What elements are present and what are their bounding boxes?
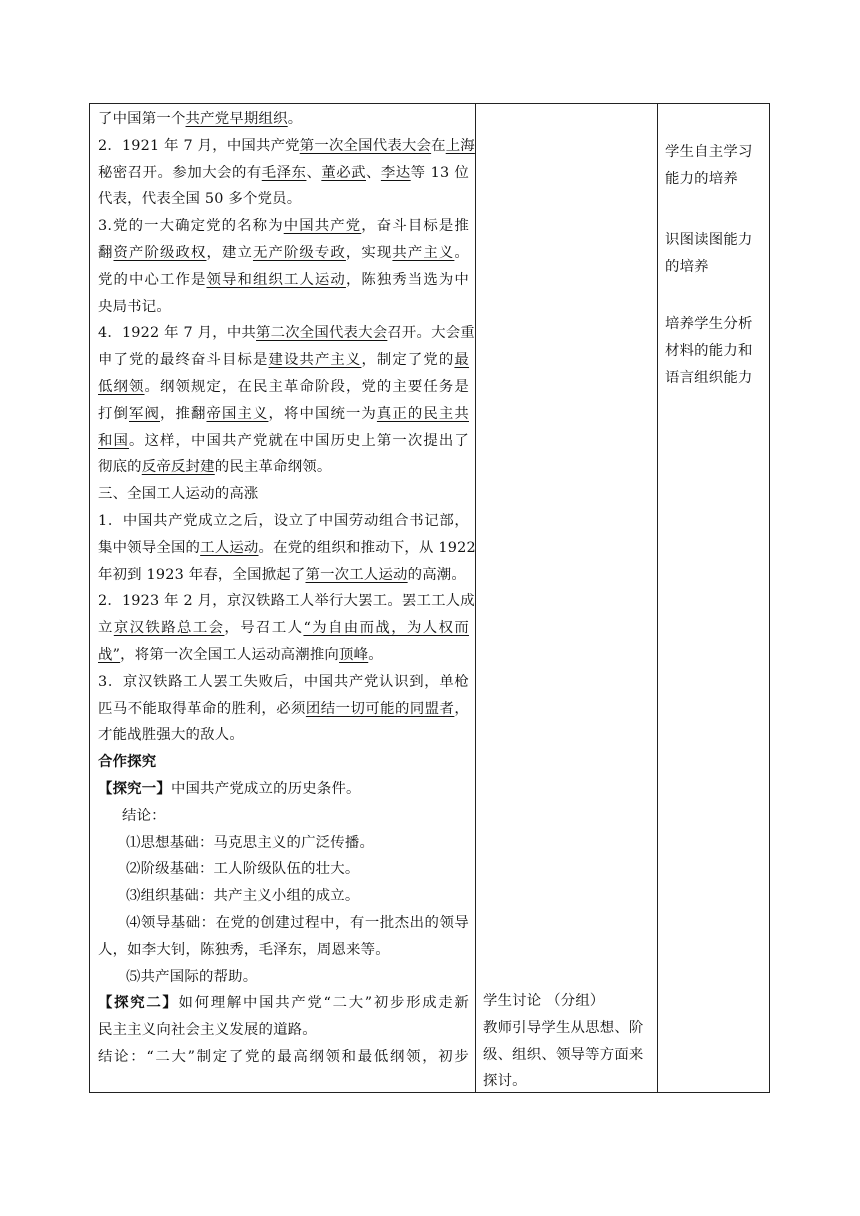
goal-line: 材料的能力和 [665, 342, 753, 359]
text-run: 结论： [122, 807, 166, 824]
key-term: 资产阶级政权 [113, 244, 207, 261]
text-run: ，奋斗目标是推 [361, 218, 469, 235]
text-run: 。 [368, 646, 383, 663]
key-term: 和国 [98, 432, 129, 449]
content-line [98, 615, 469, 642]
text-run: 彻底的 [98, 459, 142, 476]
text-run: 3．京汉铁路工人罢工失败后，中国共产党认识到，单枪 [98, 673, 469, 690]
content-line [98, 240, 469, 267]
key-term: 董必武 [321, 164, 366, 181]
text-run: 3.党的一大确定党的名称为 [98, 218, 284, 235]
content-line [98, 106, 469, 133]
text-run: 召开。大会重 [387, 325, 475, 342]
content-line [98, 428, 469, 455]
text-run: ， [454, 700, 469, 717]
key-term: 第二次全国代表大会 [256, 325, 388, 342]
content-line [98, 562, 469, 589]
content-line [98, 856, 469, 883]
content-line [98, 160, 469, 187]
content-line [98, 803, 469, 830]
text-run: ，陈独秀当选为中 [345, 271, 469, 288]
key-term: 反帝反封建 [141, 459, 215, 476]
text-run: ，实现 [345, 244, 393, 261]
text-run: ，号召工人 [224, 620, 304, 637]
content-line [98, 1044, 469, 1071]
text-run: 代表，代表全国 50 多个党员。 [98, 191, 302, 208]
content-line [98, 347, 469, 374]
content-line [98, 133, 475, 160]
text-run: 4．1922 年 7 月，中共 [98, 325, 257, 342]
text-run: 央局书记。 [98, 298, 171, 315]
goal-line: 培养学生分析 [665, 316, 753, 332]
text-run: 人，如李大钊，陈独秀，毛泽东，周恩来等。 [98, 941, 390, 958]
text-run: 三、全国工人运动的高涨 [98, 486, 259, 503]
content-line [98, 508, 469, 535]
content-line [98, 401, 469, 428]
text-run: 了中国第一个 [98, 111, 186, 127]
goal-line: 的培养 [665, 258, 709, 275]
text-run: 2．1921 年 7 月，中国共产党 [98, 137, 300, 154]
content-line [98, 964, 469, 991]
text-run: 如何理解中国共产党“二大”初步形成走新 [178, 995, 469, 1012]
content-line [98, 990, 469, 1017]
content-line [98, 535, 476, 562]
activity-line: 探讨。 [483, 1073, 527, 1090]
text-run: 的高潮。 [407, 566, 466, 583]
text-run: 党的中心工作是 [98, 271, 207, 288]
content-line [98, 830, 469, 857]
content-line [98, 186, 469, 213]
key-term: 毛泽东 [261, 164, 307, 181]
content-line [98, 588, 475, 615]
key-term: 共产党早期组织 [185, 111, 288, 127]
key-term: 军阀 [129, 405, 160, 422]
content-line [98, 696, 469, 723]
content-line [98, 294, 469, 321]
goal-block-self-study [665, 139, 753, 193]
text-run: 。在党的组织和推动下，从 1922 [258, 539, 476, 556]
text-run: 才能战胜强大的敌人。 [98, 727, 244, 744]
content-line [98, 669, 469, 696]
text-run: 。 [454, 244, 469, 261]
key-term: 第一次全国代表大会 [299, 137, 432, 154]
content-line [98, 1017, 469, 1044]
text-run: 、 [306, 164, 322, 181]
text-run: ，建立 [206, 244, 253, 261]
section-heading: 【探究一】 [98, 780, 171, 797]
text-run: 在 [431, 137, 446, 154]
activity-line: 级、组织、领导等方面来 [483, 1046, 644, 1063]
key-term: 无产阶级专政 [252, 244, 346, 261]
key-term: 最 [454, 352, 470, 369]
text-run: 2．1923 年 2 月，京汉铁路工人举行大罢工。罢工工人成 [98, 593, 475, 610]
activity-line: 学生讨论 （分组） [483, 993, 605, 1009]
key-term: 建设共产主义 [268, 352, 362, 369]
goal-line: 语言组织能力 [665, 369, 753, 386]
text-run: 匹马不能取得革命的胜利，必须 [98, 700, 306, 717]
text-run: 结论：“二大”制定了党的最高纲领和最低纲领，初步 [98, 1048, 469, 1065]
text-run: ⑸共产国际的帮助。 [126, 968, 258, 985]
text-run: ，推翻 [160, 405, 207, 422]
content-line [98, 481, 469, 508]
content-line [98, 722, 469, 749]
activity-line: 教师引导学生从思想、阶 [483, 1019, 644, 1036]
text-run: 翻 [98, 244, 114, 261]
activity-block [483, 988, 644, 1095]
content-line [98, 267, 469, 294]
content-line [98, 910, 469, 937]
goal-line: 能力的培养 [665, 170, 738, 187]
content-line [98, 883, 469, 910]
text-run: 立 [98, 620, 114, 637]
key-term: 共产主义 [392, 244, 455, 261]
text-run: 申了党的最终奋斗目标是 [98, 352, 269, 369]
content-line [98, 454, 469, 481]
key-term: 顶峰 [339, 646, 369, 663]
text-run: 1．中国共产党成立之后，设立了中国劳动组合书记部， [98, 512, 469, 529]
content-line [98, 642, 469, 669]
key-term: 真正的民主共 [376, 405, 469, 422]
goal-block-map-reading [665, 227, 753, 281]
content-column [90, 104, 475, 1092]
key-term: 团结一切可能的同盟者 [305, 700, 455, 717]
key-term: 第一次工人运动 [305, 566, 408, 583]
key-term: 中国共产党 [283, 218, 362, 235]
text-run: 民主主义向社会主义发展的道路。 [98, 1022, 317, 1039]
content-line [98, 749, 469, 776]
content-line [98, 937, 469, 964]
text-run: 、 [366, 164, 381, 181]
text-run: ⑷领导基础：在党的创建过程中，有一批杰出的领导 [126, 914, 469, 931]
text-run: 年初到 1923 年春，全国掀起了 [98, 566, 306, 583]
text-run: 集中领导全国的 [98, 539, 201, 556]
goal-line: 识图读图能力 [665, 232, 753, 248]
content-line [98, 776, 469, 803]
key-term: 李达 [380, 164, 411, 181]
content-line [98, 213, 469, 240]
lesson-plan-table [89, 103, 770, 1093]
text-run: ，将中国统一为 [268, 405, 377, 422]
text-run: ⑶组织基础：共产主义小组的成立。 [126, 888, 360, 905]
text-run: 中国共产党成立的历史条件。 [170, 780, 361, 797]
text-run: ⑵阶级基础：工人阶级队伍的壮大。 [126, 861, 360, 878]
text-run: 的民主革命纲领。 [214, 459, 332, 476]
goal-line: 学生自主学习 [665, 144, 753, 160]
key-term: 低纲领 [98, 378, 145, 395]
text-run: ，将第一次全国工人运动高潮推向 [120, 646, 340, 663]
text-run: 。 [287, 111, 303, 127]
key-term: 领导和组织工人运动 [206, 271, 346, 288]
content-line [98, 374, 469, 401]
key-term: 上海 [445, 137, 475, 154]
text-run: 打倒 [98, 405, 129, 422]
text-run: 等 13 位 [410, 164, 470, 181]
key-term: 战” [98, 646, 121, 663]
activity-column [475, 104, 657, 1092]
section-heading: 【探究二】 [98, 995, 179, 1012]
goal-column [657, 104, 769, 1092]
text-run: 。纲领规定，在民主革命阶段，党的主要任务是 [144, 378, 470, 395]
text-run: ，制定了党的 [361, 352, 455, 369]
text-run: ⑴思想基础：马克思主义的广泛传播。 [126, 834, 375, 851]
key-term: 帝国主义 [206, 405, 269, 422]
text-run: 。这样，中国共产党就在中国历史上第一次提出了 [129, 432, 469, 449]
key-term: 工人运动 [200, 539, 259, 556]
content-line [98, 320, 475, 347]
key-term: “为自由而战，为人权而 [303, 620, 470, 637]
key-term: 京汉铁路总工会 [113, 620, 225, 637]
section-heading: 合作探究 [98, 754, 157, 771]
text-run: 秘密召开。参加大会的有 [98, 164, 262, 181]
goal-block-analysis [665, 311, 753, 391]
